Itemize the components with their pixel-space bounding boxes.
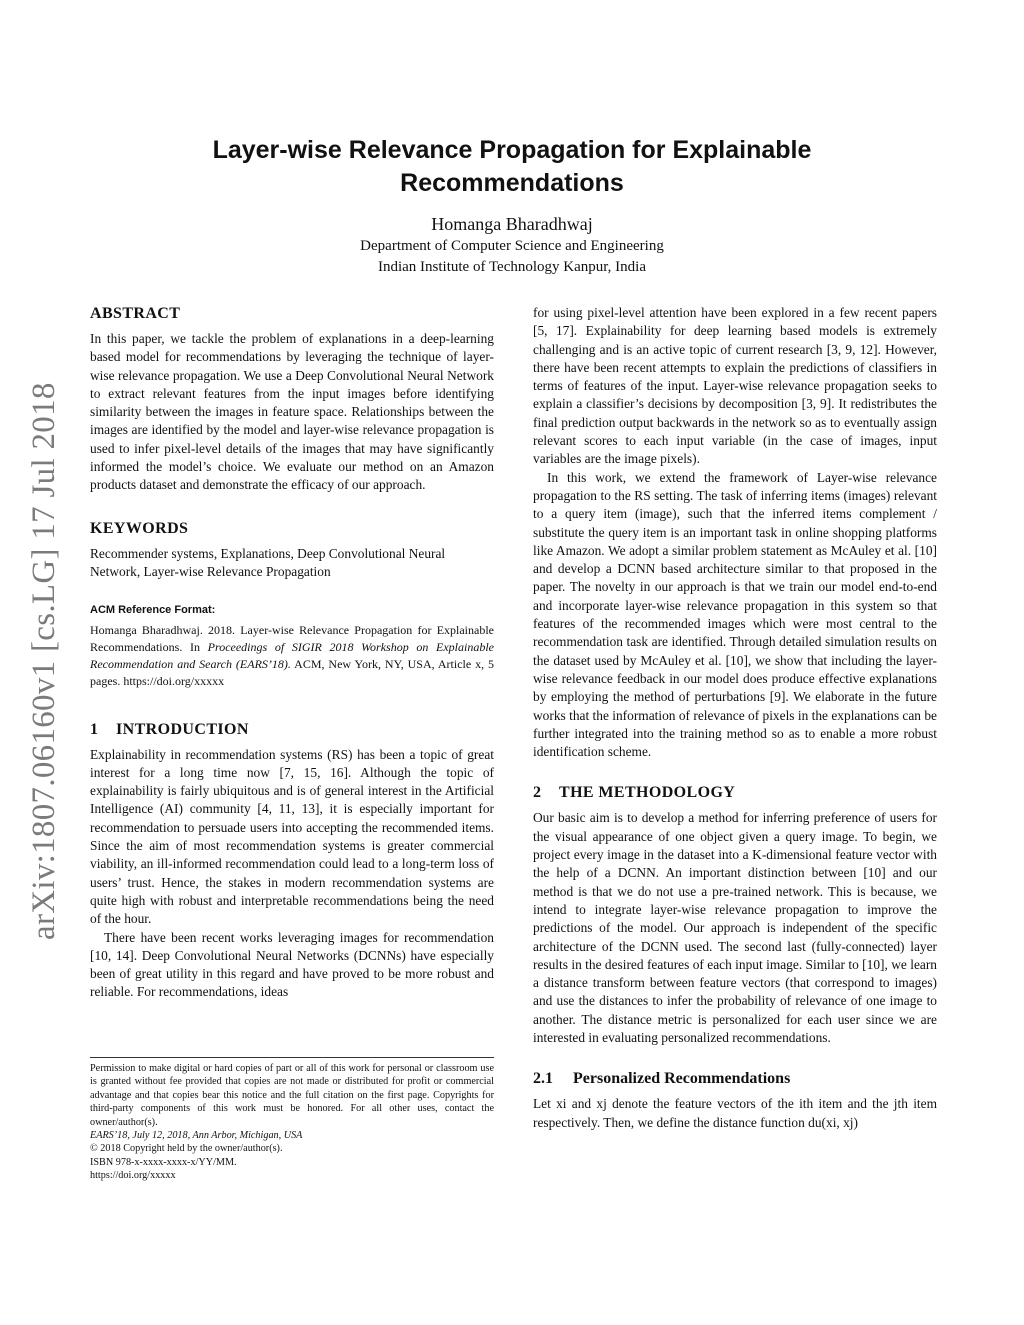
intro-title: INTRODUCTION (116, 720, 249, 738)
title-line-1: Layer-wise Relevance Propagation for Explainable (212, 136, 812, 164)
intro-paragraph-1: Explainability in recommendation systems (RS) has been a topic of great interest for a long time now [7, 15, 16]. Although the topic of explainability is fairly ubiquitous and is of general interest in the Artificial Intelligence (AI) community [4, 11, 13], it is especially important for recommendation to persuade users into accepting the recommended items. Since the aim of most recommendation systems is greater commercial viability, an ill-informed recommendation could lead to a long-term loss of users’ trust. Hence, the stakes in modern recommendation systems are quite high with robust and interpretable recommendations being the need of the hour. (90, 746, 494, 927)
acm-reference-part-1: Homanga Bharadhwaj. 2018. Layer-wise Relevance Propagation for Explainable Recommendations. In (90, 622, 494, 654)
methodology-paragraph-1: Our basic aim is to develop a method for inferring preference of users for the visual appearance of one object given a query image. To begin, we project every image in the dataset into a K-dimensional feature vector with the help of a DCNN. An important distinction between [10] and our method is that we do not use a pre-trained network. This is because, we intend to integrate layer-wise relevance propagation to improve the predictions of the model. Our approach is independent of the specific architecture of the DCNN used. The second last (fully-connected) layer results in the desired features of each input image. Similar to [10], we learn a distance transform between feature vectors (that correspond to images) and use the distances to infer the probability of relevance of one image to another. The distance metric is personalized for each user since we are interested in evaluating personalized recommendations. (533, 810, 937, 1045)
isbn-line: ISBN 978-x-xxxx-xxxx-x/YY/MM. (90, 1156, 237, 1168)
copyright-line: © 2018 Copyright held by the owner/author(s). (90, 1143, 283, 1155)
acm-reference-venue: Proceedings of SIGIR 2018 Workshop on Explainable Recommendation and Search (EARS’18). (90, 639, 495, 671)
abstract-heading: ABSTRACT (90, 305, 181, 322)
keywords-text: Recommender systems, Explanations, Deep Convolutional Neural Network, Layer-wise Relevance Propagation (90, 545, 446, 579)
paper-title (90, 134, 934, 200)
personalized-title: Personalized Recommendations (573, 1070, 791, 1088)
methodology-number: 2 (533, 784, 542, 802)
intro-paragraph-4: In this work, we extend the framework of Layer-wise relevance propagation to the RS setting. The task of inferring items (images) relevant to a query item (image), such that the inferred items complement / substitute the query item is an important task in online shopping platforms like Amazon. We adopt a similar problem statement as McAuley et al. [10] and develop a DCNN based architecture similar to that proposed in the paper. The novelty in our approach is that we train our model end-to-end and incorporate layer-wise relevance propagation in this system so that features of the recommended images which were most central to the recommendation task are identified. Through detailed simulation results on the dataset used by McAuley et al. [10], we show that including the layer-wise relevance feedback in our model does produce effective explanations by employing the method of perturbations [9]. We elaborate in the future works that the information of relevance of pixels in the explanations can be further integrated into the training method so as to enable a more robust identification scheme. (533, 469, 937, 760)
permission-notice: Permission to make digital or hard copies of part or all of this work for personal or classroom use is granted without fee provided that copies are not made or distributed for profit or commercial advantage and that copies bear this notice and the full citation on the first page. Copyrights for third-party components of this work must be honored. For all other uses, contact the owner/author(s). (90, 1063, 494, 1128)
keywords-heading: KEYWORDS (90, 519, 189, 537)
abstract-text: In this paper, we tackle the problem of explanations in a deep-learning based model for recommendations by leveraging the technique of layer-wise relevance propagation. We use a Deep Convolutional Neural Network to extract relevant features from the input images before identifying similarity between the images in feature space. Relationships between the images are identified by the model and layer-wise relevance propagation is used to infer pixel-level details of the images that may have significantly informed the model’s choice. We evaluate our method on an Amazon products dataset and demonstrate the efficacy of our approach. (90, 331, 494, 493)
intro-paragraph-3: for using pixel-level attention have been explored in a few recent papers [5, 17]. Explainability for deep learning based models is extremely challenging and is an active topic of current research [3, 9, 12]. However, there have been recent attempts to explain the predictions of classifiers in terms of features of the input. Layer-wise relevance propagation seeks to explain a classifier’s decisions by decomposition [3, 9]. It redistributes the final prediction output backwards in the network so as to eventually assign relevant scores to each input variable (in the case of images, input variables are the image pixels). (533, 305, 937, 467)
methodology-heading (533, 783, 937, 803)
intro-heading (90, 720, 494, 740)
affiliation-institute: Indian Institute of Technology Kanpur, India (377, 259, 646, 275)
methodology-title: THE METHODOLOGY (559, 784, 736, 802)
venue-line: EARS’18, July 12, 2018, Ann Arbor, Michigan, USA (90, 1130, 303, 1142)
acm-reference-heading: ACM Reference Format: (90, 604, 216, 617)
affiliation-department: Department of Computer Science and Engineering (360, 238, 664, 254)
right-column (533, 304, 937, 1132)
personalized-heading (533, 1069, 937, 1089)
author-name: Homanga Bharadhwaj (431, 214, 593, 234)
acm-reference-text (90, 622, 494, 690)
personalized-paragraph-1: Let xi and xj denote the feature vectors of the ith item and the jth item respectively. Then, we define the distance function du(xi, xj) (533, 1096, 937, 1130)
left-column (90, 304, 494, 1002)
doi-line: https://doi.org/xxxxx (90, 1170, 176, 1182)
copyright-footnote (90, 1057, 494, 1183)
title-line-2: Recommendations (400, 169, 624, 197)
acm-reference-part-2: ACM, New York, NY, USA, Article x, 5 pages. https://doi.org/xxxxx (90, 656, 494, 688)
arxiv-identifier: arXiv:1807.06160v1 [cs.LG] 17 Jul 2018 (26, 382, 62, 940)
intro-number: 1 (90, 720, 99, 738)
personalized-number: 2.1 (533, 1070, 553, 1088)
intro-paragraph-2: There have been recent works leveraging images for recommendation [10, 14]. Deep Convolutional Neural Networks (DCNNs) have especially been of great utility in this regard and have proved to be more robust and reliable. For recommendations, ideas (90, 929, 494, 1000)
